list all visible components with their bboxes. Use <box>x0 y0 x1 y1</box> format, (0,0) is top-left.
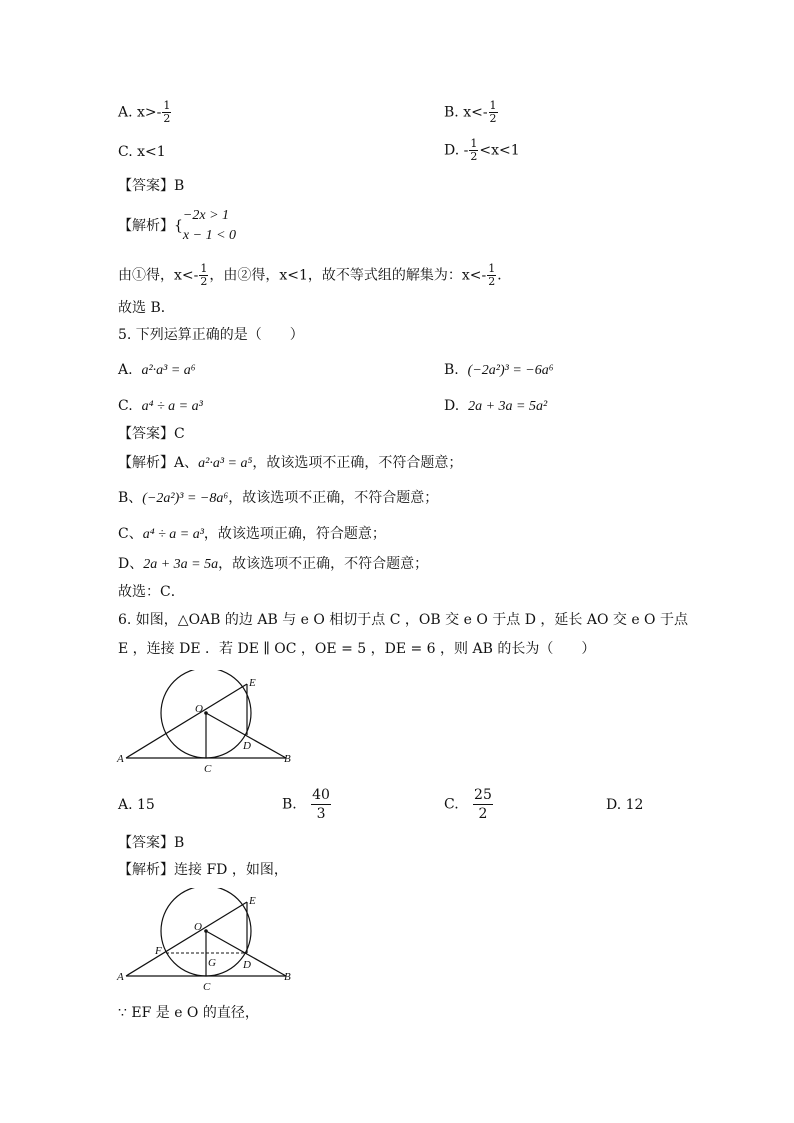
label-f: F <box>155 945 162 957</box>
solution-end: ． <box>497 267 512 284</box>
q4-choose: 故选 B． <box>118 300 175 316</box>
system-line-1: −2x > 1 <box>182 208 230 223</box>
q5-stem: 5. 下列运算正确的是（ ） <box>118 327 304 343</box>
fraction <box>469 138 478 163</box>
option-label: B. <box>444 362 459 378</box>
label-o: O <box>194 921 202 933</box>
q5-choose: 故选：C． <box>118 584 185 600</box>
analysis-label: 【解析】{ <box>118 218 183 234</box>
q6-answer: 【答案】B <box>118 835 185 851</box>
option-expr: a⁴ ÷ a = a³ <box>141 399 203 414</box>
solution-pre: 由①得，x<- <box>118 267 199 284</box>
analysis-label: D、 <box>118 556 144 572</box>
q6-option-c <box>444 786 494 823</box>
q5-analysis-b <box>118 489 438 508</box>
fraction <box>162 100 171 125</box>
option-label: C. <box>444 796 459 813</box>
label-o: O <box>195 703 203 715</box>
analysis-expr: a²·a³ = a⁵ <box>198 456 253 471</box>
q5-answer: 【答案】C <box>118 426 185 442</box>
analysis-text: ，故该选项正确，符合题意； <box>203 526 386 542</box>
frac-den: 2 <box>470 150 478 163</box>
frac-num: 40 <box>312 787 330 803</box>
system-line-2: x − 1 < 0 <box>182 228 237 243</box>
analysis-text: ，故该选项不正确，不符合题意； <box>252 455 463 471</box>
analysis-label: C、 <box>118 526 143 542</box>
label-d: D <box>243 959 251 971</box>
q6-analysis: 【解析】连接 FD ，如图， <box>118 862 288 878</box>
option-expr: 2a + 3a = 5a² <box>468 399 548 414</box>
analysis-text: ，故该选项不正确，不符合题意； <box>228 490 439 506</box>
frac-num: 25 <box>474 787 492 803</box>
frac-den: 3 <box>316 806 326 822</box>
q4-answer: 【答案】B <box>118 178 185 194</box>
option-expr: (−2a²)³ = −6a⁶ <box>467 363 554 378</box>
q6-stem-line-1: 6. 如图，△OAB 的边 AB 与 e O 相切于点 C ，OB 交 e O 于点 D ，延长 AO 交 e O 于点 <box>118 612 688 628</box>
frac-num: 1 <box>489 99 497 112</box>
frac-den: 2 <box>200 275 208 288</box>
label-a: A <box>117 971 124 983</box>
q6-figure-1 <box>116 670 306 776</box>
label-a: A <box>117 753 124 765</box>
label-e: E <box>249 895 256 907</box>
q4-option-d-post: <x<1 <box>479 142 520 159</box>
frac-num: 1 <box>200 262 208 275</box>
q4-analysis <box>118 206 236 246</box>
option-label: D. <box>444 398 460 414</box>
q4-option-d-pre: D. - <box>444 142 469 159</box>
analysis-label: 【解析】A、 <box>118 455 199 471</box>
q4-option-b-text: B. x<- <box>444 104 488 121</box>
option-label: C. <box>118 398 133 414</box>
fraction <box>487 263 496 288</box>
frac-num: 1 <box>163 99 171 112</box>
fraction <box>199 263 208 288</box>
q5-option-d <box>444 397 547 416</box>
analysis-expr: a⁴ ÷ a = a³ <box>142 527 204 542</box>
label-c: C <box>204 763 212 775</box>
frac-den: 2 <box>478 806 488 822</box>
label-c: C <box>203 981 211 993</box>
q6-option-b <box>282 786 332 823</box>
q5-analysis-d <box>118 555 428 574</box>
q4-option-c: C. x<1 <box>118 144 166 160</box>
option-label: A. <box>118 362 133 378</box>
analysis-label: B、 <box>118 490 143 506</box>
label-e: E <box>249 677 256 689</box>
frac-num: 1 <box>488 262 496 275</box>
q6-option-a: A. 15 <box>118 797 155 813</box>
q5-analysis-a <box>118 454 462 473</box>
q6-figure-2 <box>116 888 306 994</box>
analysis-expr: (−2a²)³ = −8a⁶ <box>142 491 229 506</box>
q5-option-a <box>118 361 196 380</box>
analysis-expr: 2a + 3a = 5a <box>143 557 219 572</box>
q6-last-line: ∵ EF 是 e O 的直径， <box>118 1005 259 1021</box>
q4-option-d <box>444 138 520 163</box>
q4-option-a-text: A. x>- <box>118 104 162 121</box>
analysis-text: ，故该选项不正确，不符合题意； <box>218 556 429 572</box>
fraction <box>473 786 493 823</box>
label-g: G <box>208 957 216 969</box>
frac-den: 2 <box>489 112 497 125</box>
fraction <box>489 100 498 125</box>
q4-solution <box>118 263 511 288</box>
solution-mid: ，由②得，x<1，故不等式组的解集为：x<- <box>209 267 487 284</box>
q5-option-b <box>444 361 554 380</box>
q4-option-a <box>118 100 172 125</box>
label-d: D <box>243 740 251 752</box>
q5-option-c <box>118 397 203 416</box>
fraction <box>311 786 331 823</box>
label-b: B <box>284 971 291 983</box>
option-label: B. <box>282 796 297 813</box>
q5-analysis-c <box>118 525 386 544</box>
q4-option-b <box>444 100 499 125</box>
q6-option-d: D. 12 <box>606 797 644 813</box>
frac-den: 2 <box>488 275 496 288</box>
label-b: B <box>284 753 291 765</box>
option-expr: a²·a³ = a⁶ <box>141 363 196 378</box>
frac-num: 1 <box>470 137 478 150</box>
frac-den: 2 <box>163 112 171 125</box>
inequality-system <box>183 206 236 246</box>
q6-stem-line-2: E ，连接 DE ．若 DE ∥ OC ，OE = 5 ，DE = 6 ，则 AB 的长为（ ） <box>118 641 596 657</box>
